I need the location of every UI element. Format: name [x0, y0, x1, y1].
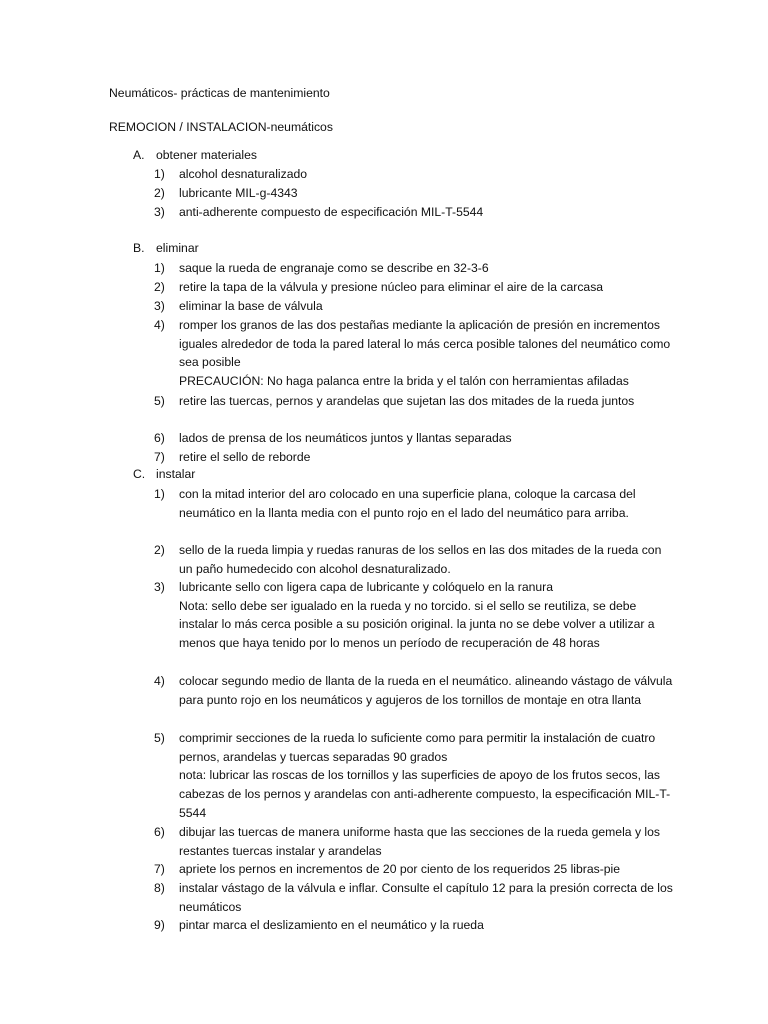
item-text: sello de la rueda limpia y ruedas ranuras de los sellos en las dos mitades de la rueda con un paño humedecido con alcohol desnaturalizado. — [179, 543, 662, 576]
item-number: 4) — [154, 674, 165, 688]
item-text: lubricante sello con ligera capa de lubricante y colóquelo en la ranura — [179, 580, 553, 594]
item-text: lados de prensa de los neumáticos juntos y llantas separadas — [179, 431, 512, 445]
item-text: dibujar las tuercas de manera uniforme hasta que las secciones de la rueda gemela y los restantes tuercas instalar y arandelas — [179, 825, 661, 858]
list-item — [154, 860, 674, 879]
list-item — [154, 448, 674, 467]
item-number: 6) — [154, 431, 165, 445]
item-number: 3) — [154, 299, 165, 313]
item-number: 3) — [154, 580, 165, 594]
section-letter: A. — [133, 148, 145, 162]
item-number: 2) — [154, 280, 165, 294]
item-text: pintar marca el deslizamiento en el neumático y la rueda — [179, 918, 484, 932]
item-text: con la mitad interior del aro colocado en una superficie plana, coloque la carcasa del neumático en la llanta media con el punto rojo en el lado del neumático para arriba. — [179, 487, 636, 520]
list-item — [154, 203, 674, 222]
item-number: 8) — [154, 881, 165, 895]
section-letter: B. — [133, 241, 145, 255]
list-item — [154, 184, 674, 203]
item-text: romper los granos de las dos pestañas mediante la aplicación de presión en incrementos iguales alrededor de toda la pared lateral lo más cerca posible talones del neumático como sea posible — [179, 318, 671, 370]
item-number: 1) — [154, 487, 165, 501]
item-number: 2) — [154, 543, 165, 557]
item-text: anti-adherente compuesto de especificación MIL-T-5544 — [179, 205, 484, 219]
item-number: 7) — [154, 450, 165, 464]
list-item — [154, 259, 674, 278]
note-text: nota: lubricar las roscas de los tornillos y las superficies de apoyo de los frutos secos, las cabezas de los pernos y arandelas con anti-adherente compuesto, la especificación MIL-T-5544 — [179, 768, 671, 820]
item-text: colocar segundo medio de llanta de la rueda en el neumático. alineando vástago de válvula para punto rojo en los neumáticos y agujeros de los tornillos de montaje en otra llanta — [179, 674, 673, 707]
list-item — [154, 297, 674, 316]
section-label: instalar — [156, 467, 196, 481]
list-item — [154, 316, 674, 391]
item-text: alcohol desnaturalizado — [179, 167, 308, 181]
item-number: 6) — [154, 825, 165, 839]
item-text: retire la tapa de la válvula y presione núcleo para eliminar el aire de la carcasa — [179, 280, 604, 294]
item-number: 5) — [154, 731, 165, 745]
item-text: retire el sello de reborde — [179, 450, 311, 464]
item-text: instalar vástago de la válvula e inflar. Consulte el capítulo 12 para la presión correcta de los neumáticos — [179, 881, 673, 914]
item-text: saque la rueda de engranaje como se describe en 32-3-6 — [179, 261, 489, 275]
section-letter: C. — [133, 467, 146, 481]
list-item — [154, 392, 674, 411]
item-text: comprimir secciones de la rueda lo suficiente como para permitir la instalación de cuatro pernos, arandelas y tuercas separadas 90 grados — [179, 731, 656, 764]
list-item — [154, 916, 674, 935]
list-item — [154, 578, 674, 653]
item-number: 1) — [154, 261, 165, 275]
item-number: 9) — [154, 918, 165, 932]
section-label: obtener materiales — [156, 148, 257, 162]
item-number: 2) — [154, 186, 165, 200]
list-item — [154, 165, 674, 184]
item-number: 4) — [154, 318, 165, 332]
item-number: 7) — [154, 862, 165, 876]
list-item — [154, 672, 674, 709]
list-item — [154, 879, 674, 916]
note-text: Nota: sello debe ser igualado en la rueda y no torcido. si el sello se reutiliza, se debe instalar lo más cerca posible a su posición original. la junta no se debe volver a utilizar a menos que haya tenido por lo menos un período de recuperación de 48 horas — [179, 598, 655, 651]
document-subtitle: REMOCION / INSTALACION-neumáticos — [109, 120, 333, 134]
list-item — [154, 541, 674, 578]
item-number: 1) — [154, 167, 165, 181]
list-item — [154, 429, 674, 448]
document-title: Neumáticos- prácticas de mantenimiento — [109, 86, 330, 100]
list-item — [154, 729, 674, 823]
list-item — [154, 278, 674, 297]
item-text: retire las tuercas, pernos y arandelas que sujetan las dos mitades de la rueda juntos — [179, 394, 635, 408]
item-text: eliminar la base de válvula — [179, 299, 323, 313]
item-text: lubricante MIL-g-4343 — [179, 186, 298, 200]
item-text: apriete los pernos en incrementos de 20 por ciento de los requeridos 25 libras-pie — [179, 862, 621, 876]
caution-note: PRECAUCIÓN: No haga palanca entre la brida y el talón con herramientas afiladas — [179, 374, 629, 389]
list-item — [154, 485, 674, 522]
list-item — [154, 823, 674, 860]
item-number: 5) — [154, 394, 165, 408]
item-number: 3) — [154, 205, 165, 219]
section-label: eliminar — [156, 241, 199, 255]
